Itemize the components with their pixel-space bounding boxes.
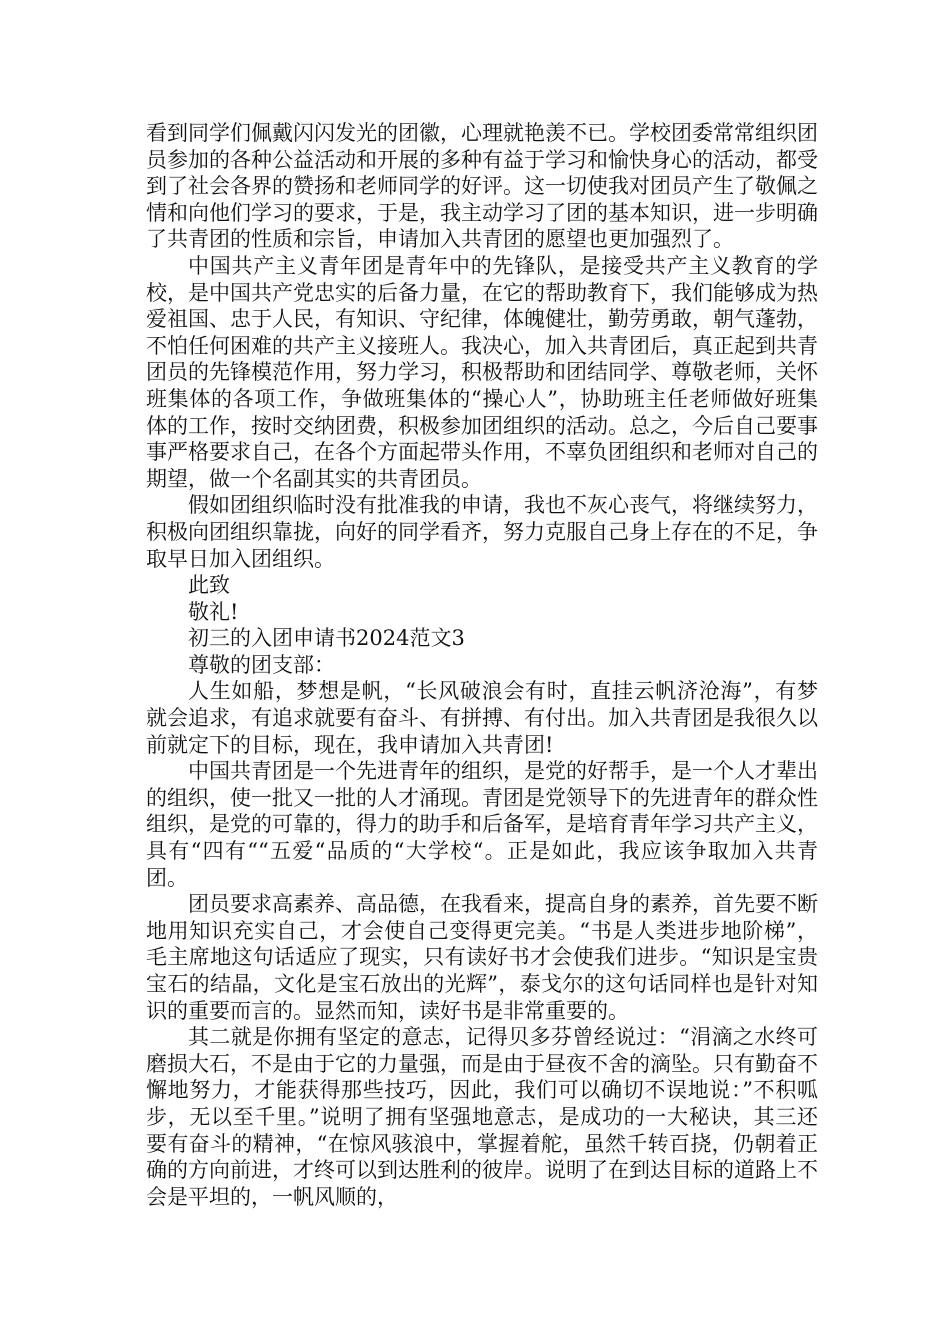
closing-regards: 敬礼! (188, 599, 239, 624)
greeting: 尊敬的团支部： (188, 652, 335, 677)
paragraph-7: 其二就是你拥有坚定的意志，记得贝多芬曾经说过：“涓滴之水终可磨损大石，不是由于它的力量强，而是由于昼夜不舍的滴坠。只有勤奋不懈地努力，才能获得那些技巧，因此，我们可以确切不误地说：”不积呱步，无以至千里。”说明了拥有坚强地意志，是成功的一大秘诀，其三还要有奋斗的精神，“在惊风骇浪中，掌握着舵，虽然千转百挠，仍朝着正确的方向前进，才终可以到达胜利的彼岸。说明了在到达目标的道路上不会是平坦的，一帆风顺的， (146, 1025, 818, 1209)
paragraph-1: 看到同学们佩戴闪闪发光的团徽，心理就艳羡不已。学校团委常常组织团员参加的各种公益活动和开展的多种有益于学习和愉快身心的活动，都受到了社会各界的赞扬和老师同学的好评。这一切使我对团员产生了敬佩之情和向他们学习的要求，于是，我主动学习了团的基本知识，进一步明确了共青团的性质和宗旨，申请加入共青团的愿望也更加强烈了。 (146, 121, 818, 252)
section-title: 初三的入团申请书2024范文3 (188, 626, 465, 651)
document-page (146, 120, 818, 1210)
paragraph-6: 团员要求高素养、高品德，在我看来，提高自身的素养，首先要不断地用知识充实自己，才会使自己变得更完美。“书是人类进步地阶梯”，毛主席地这句话适应了现实，只有读好书才会使我们进步。“知识是宝贵宝石的结晶，文化是宝石放出的光辉”，泰戈尔的这句话同样也是针对知识的重要而言的。显然而知，读好书是非常重要的。 (146, 892, 818, 1023)
paragraph-3: 假如团组织临时没有批准我的申请，我也不灰心丧气，将继续努力，积极向团组织靠拢，向好的同学看齐，努力克服自己身上存在的不足，争取早日加入团组织。 (146, 493, 818, 571)
paragraph-4: 人生如船，梦想是帆，“长风破浪会有时，直挂云帆济沧海”，有梦就会追求，有追求就要有奋斗、有拼搏、有付出。加入共青团是我很久以前就定下的目标，现在，我申请加入共青团! (146, 679, 818, 757)
closing-salutation: 此致 (188, 573, 230, 598)
paragraph-2: 中国共产主义青年团是青年中的先锋队，是接受共产主义教育的学校，是中国共产党忠实的后备力量，在它的帮助教育下，我们能够成为热爱祖国、忠于人民，有知识、守纪律，体魄健壮，勤劳勇敢，朝气蓬勃，不怕任何困难的共产主义接班人。我决心，加入共青团后，真正起到共青团员的先锋模范作用，努力学习，积极帮助和团结同学、尊敬老师，关怀班集体的各项工作，争做班集体的“操心人”，协助班主任老师做好班集体的工作，按时交纳团费，积极参加团组织的活动。总之，今后自己要事事严格要求自己，在各个方面起带头作用，不辜负团组织和老师对自己的期望，做一个名副其实的共青团员。 (146, 253, 818, 491)
paragraph-5: 中国共青团是一个先进青年的组织，是党的好帮手，是一个人才辈出的组织，使一批又一批的人才涌现。青团是党领导下的先进青年的群众性组织，是党的可靠的，得力的助手和后备军，是培育青年学习共产主义，具有“四有““五爱“品质的“大学校“。正是如此，我应该争取加入共青团。 (146, 759, 818, 890)
